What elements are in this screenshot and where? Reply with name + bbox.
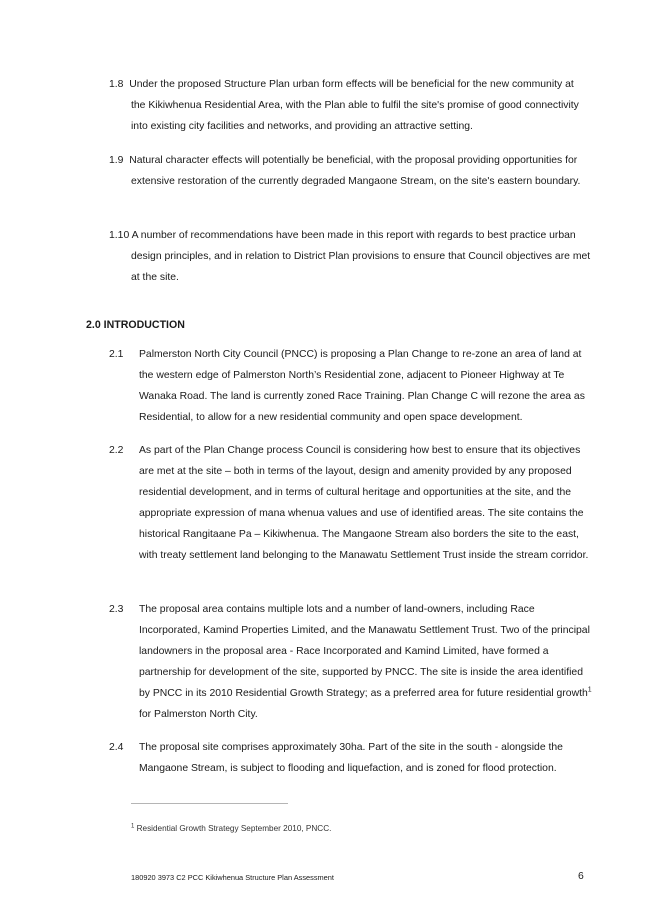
paragraph-number: 1.10 — [109, 230, 130, 241]
paragraph-2-3 — [109, 599, 593, 725]
paragraph-text: The proposal site comprises approximately 30ha. Part of the site in the south - alongside the Mangaone Stream, is subject to flooding and liquefaction, and is zoned for flood protection. — [139, 742, 563, 774]
page-number: 6 — [578, 871, 584, 882]
paragraph-number: 1.9 — [109, 155, 124, 166]
paragraph-number: 2.2 — [109, 445, 124, 456]
footer-document-id: 180920 3973 C2 PCC Kikiwhenua Structure Plan Assessment — [131, 873, 334, 882]
paragraph-text: As part of the Plan Change process Council is considering how best to ensure that its objectives are met at the site – both in terms of the layout, design and amenity provided by any proposed residential development, and in terms of cultural heritage and opportunities at the site, and the appropriate expression of mana whenua values and use of identified areas. The site contains the historical Rangitaane Pa – Kikiwhenua. The Mangaone Stream also borders the site to the east, with treaty settlement land belonging to the Manawatu Settlement Trust inside the stream corridor. — [139, 445, 589, 561]
paragraph-2-2 — [109, 440, 593, 566]
paragraph-text: The proposal area contains multiple lots and a number of land-owners, including Race Incorporated, Kamind Properties Limited, and the Manawatu Settlement Trust. Two of the principal landowners in the proposal area - Race Incorporated and Kamind Limited, have formed a partnership for development of the site, supported by PNCC. The site is inside the area identified by PNCC in its 2010 Residential Growth Strategy; as a preferred area for future residential growth$^1$ for Palmerston North City. — [139, 604, 592, 720]
footnote-mark: 1 — [131, 823, 135, 830]
paragraph-number: 1.8 — [109, 79, 124, 90]
paragraph-number: 2.4 — [109, 742, 124, 753]
paragraph-text: A number of recommendations have been made in this report with regards to best practice urban design principles, and in relation to District Plan provisions to ensure that Council objectives are met at the site. — [131, 230, 591, 283]
paragraph-1-9 — [109, 150, 591, 192]
footnote-ref[interactable]: 1 — [587, 686, 592, 694]
section-heading: 2.0 INTRODUCTION — [86, 319, 185, 331]
paragraph-1-8 — [109, 74, 591, 137]
footnote-divider — [131, 803, 288, 804]
paragraph-number: 2.1 — [109, 349, 124, 360]
paragraph-number: 2.3 — [109, 604, 124, 615]
footnote-text: Residential Growth Strategy September 2010, PNCC. — [136, 824, 332, 833]
paragraph-2-1 — [109, 344, 593, 428]
paragraph-2-4 — [109, 737, 593, 779]
paragraph-1-10 — [109, 225, 591, 288]
footnote — [131, 824, 331, 833]
paragraph-text: Under the proposed Structure Plan urban form effects will be beneficial for the new community at the Kikiwhenua Residential Area, with the Plan able to fulfil the site's promise of good connectivity into existing city facilities and networks, and providing an attractive setting. — [129, 79, 579, 132]
paragraph-text: Natural character effects will potentially be beneficial, with the proposal providing opportunities for extensive restoration of the currently degraded Mangaone Stream, on the site's eastern boundary. — [129, 155, 581, 187]
paragraph-text: Palmerston North City Council (PNCC) is proposing a Plan Change to re-zone an area of land at the western edge of Palmerston North’s Residential zone, adjacent to Pioneer Highway at Te Wanaka Road. The land is currently zoned Race Training. Plan Change C will rezone the area as Residential, to allow for a new residential community and open space development. — [139, 349, 585, 423]
